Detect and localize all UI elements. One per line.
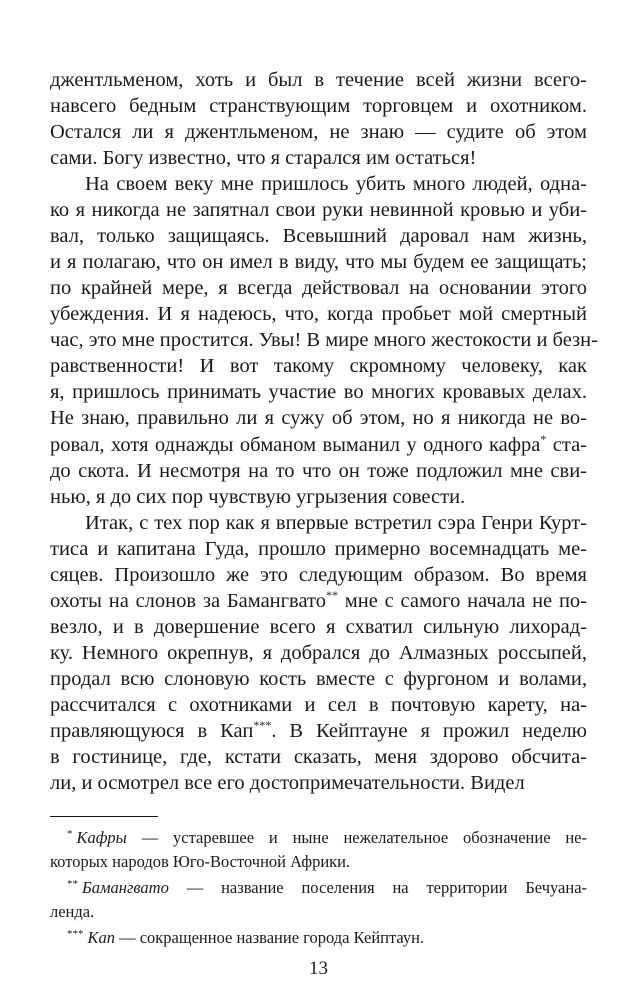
footnote-text: — устаревшее и ныне нежелательное обозначение не- bbox=[141, 828, 587, 847]
footnote-reference: *** bbox=[253, 717, 272, 732]
text-line: продал всю слоновую кость вместе с фургоном и волами, bbox=[50, 667, 587, 690]
footnote-reference: ** bbox=[325, 587, 338, 602]
text-line bbox=[50, 432, 587, 458]
footnote bbox=[67, 926, 587, 950]
text-line: сами. Богу известно, что я старался им остаться! bbox=[50, 147, 477, 170]
footnote bbox=[67, 876, 587, 900]
text-segment: . В Кейптауне я прожил неделю bbox=[271, 719, 587, 742]
text-line: равственности! И вот такому скромному человеку, как bbox=[50, 355, 587, 378]
footnote-mark: * bbox=[67, 828, 73, 840]
footnote-term: Кафры bbox=[76, 828, 127, 847]
footnote-reference: * bbox=[540, 431, 547, 446]
text-line: навсего бедным странствующим торговцем и охотником. bbox=[50, 95, 587, 118]
text-line: Итак, с тех пор как я впервые встретил сэра Генри Курт- bbox=[85, 511, 587, 534]
text-line: и я полагаю, что он имел в виду, что мы будем ее защищать; bbox=[50, 251, 587, 274]
text-line: я, пришлось принимать участие во многих кровавых делах. bbox=[50, 381, 587, 404]
text-line: тиса и капитана Гуда, прошло примерно восемнадцать ме- bbox=[50, 537, 587, 560]
text-segment: мне с самого начала не по- bbox=[337, 589, 588, 612]
footnote-text: — сокращенное название города Кейптаун. bbox=[119, 928, 425, 947]
footnote-mark: *** bbox=[67, 928, 84, 940]
text-line: нью, я до сих пор чувствую угрызения совести. bbox=[50, 485, 466, 508]
text-segment: правляющуюся в Кап bbox=[50, 719, 254, 742]
text-line: вал, только защищаясь. Всевышний даровал нам жизнь, bbox=[50, 225, 587, 248]
footnote-continuation: ленда. bbox=[50, 902, 95, 921]
text-line: ку. Немного окрепнув, я добрался до Алмазных россыпей, bbox=[50, 641, 587, 664]
text-line: по крайней мере, я всегда действовал на основании этого bbox=[50, 277, 587, 300]
text-line: ко я никогда не запятнал свои руки невинной кровью и уби- bbox=[50, 199, 587, 222]
text-line: час, это мне простится. Увы! В мире много жестокости и безн- bbox=[50, 329, 598, 352]
text-line: убеждения. И я надеюсь, что, когда пробьет мой смертный bbox=[50, 303, 587, 326]
footnote-separator bbox=[50, 816, 158, 817]
text-segment: ровал, хотя однажды обманом выманил у одного кафра bbox=[50, 433, 541, 456]
text-line: Не знаю, правильно ли я сужу об этом, но я никогда не во- bbox=[50, 407, 587, 430]
footnote-term: Кап bbox=[87, 928, 115, 947]
page-number: 13 bbox=[309, 958, 328, 979]
text-segment: ста- bbox=[546, 433, 588, 456]
text-segment: охоты на слонов за Бамангвато bbox=[50, 589, 326, 612]
text-line: рассчитался с охотниками и сел в почтовую карету, на- bbox=[50, 693, 587, 716]
text-line bbox=[50, 718, 587, 744]
footnote bbox=[67, 826, 587, 850]
footnote-mark: ** bbox=[67, 878, 78, 890]
footnote-text: — название поселения на территории Бечуана- bbox=[186, 878, 588, 897]
text-line: джентльменом, хоть и был в течение всей жизни всего- bbox=[50, 69, 587, 91]
text-line: На своем веку мне пришлось убить много людей, одна- bbox=[85, 173, 587, 196]
text-line: ли, и осмотрел все его достопримечательности. Видел bbox=[50, 772, 525, 794]
text-line: везло, и в довершение всего я схватил сильную лихорад- bbox=[50, 615, 587, 638]
text-line: в гостинице, где, кстати сказать, меня здорово обсчита- bbox=[50, 745, 587, 768]
text-line: Остался ли я джентльменом, не знаю — судите об этом bbox=[50, 121, 587, 144]
text-line: сяцев. Произошло же это следующим образом. Во время bbox=[50, 563, 587, 586]
text-line bbox=[50, 588, 587, 614]
footnote-continuation: которых народов Юго-Восточной Африки. bbox=[50, 852, 351, 871]
text-line: до скота. И несмотря на то что он тоже подложил мне сви- bbox=[50, 459, 587, 482]
footnote-term: Бамангвато bbox=[82, 878, 169, 897]
